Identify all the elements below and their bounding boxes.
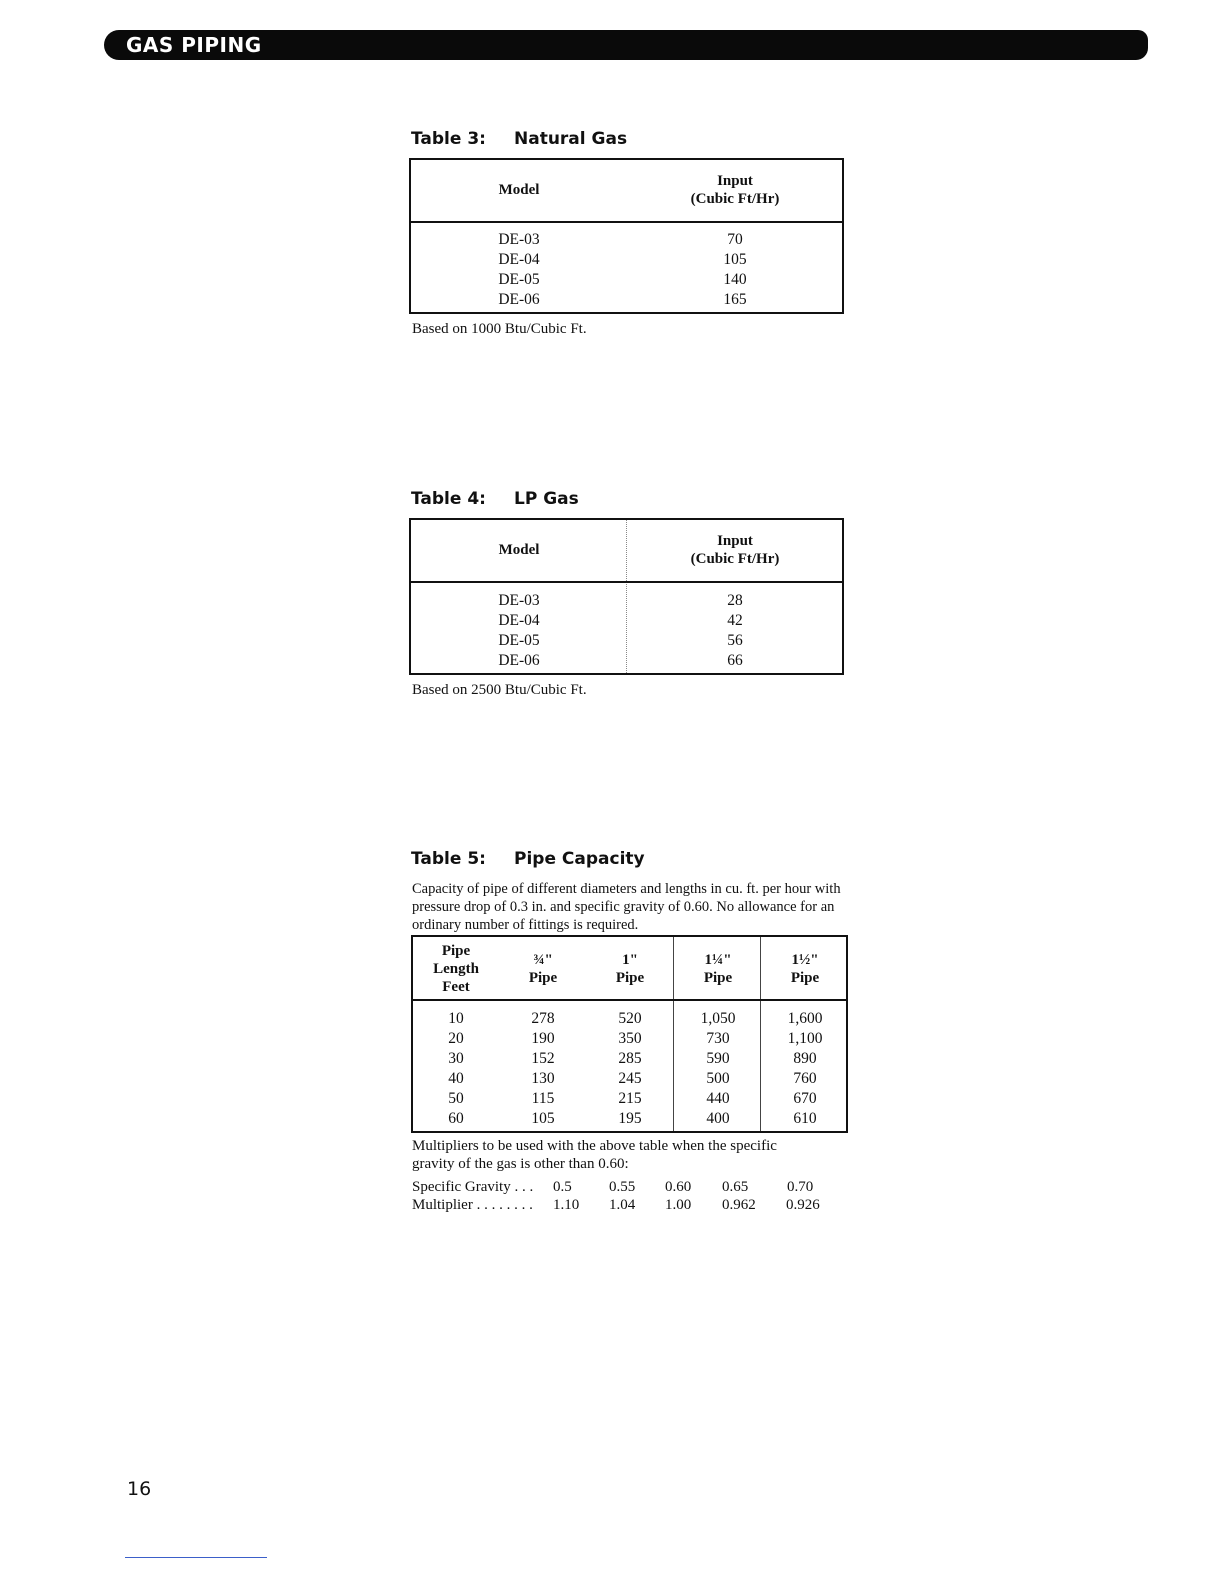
specific-gravity-value: 0.65 <box>722 1179 749 1195</box>
table5-1-1-4-column <box>683 1009 753 1129</box>
table4-header-input <box>655 532 815 568</box>
table-cell: DE-03 <box>498 231 540 248</box>
table-cell: 30 <box>448 1050 464 1067</box>
table3-header-input-line2: (Cubic Ft/Hr) <box>690 191 780 207</box>
table5-header-divider <box>413 999 846 1001</box>
table-cell: 195 <box>618 1110 642 1127</box>
table-cell: DE-06 <box>498 652 540 669</box>
table3-note: Based on 1000 Btu/Cubic Ft. <box>412 321 587 337</box>
table4-note: Based on 2500 Btu/Cubic Ft. <box>412 682 587 698</box>
table-cell: 1,100 <box>787 1030 823 1047</box>
table-cell: 10 <box>448 1010 464 1027</box>
table-cell: 350 <box>618 1030 642 1047</box>
table-cell: 140 <box>723 271 747 288</box>
table-cell: 50 <box>448 1090 464 1107</box>
table5-header-length <box>421 942 491 996</box>
table-cell: 115 <box>531 1090 555 1107</box>
table-cell: 66 <box>727 652 743 669</box>
header-line: 1" <box>622 952 638 968</box>
header-line: Pipe <box>703 970 733 986</box>
table4-input-column <box>685 591 785 671</box>
table4-column-divider <box>626 520 627 673</box>
specific-gravity-value: 0.70 <box>787 1179 814 1195</box>
table-cell: 40 <box>448 1070 464 1087</box>
header-line: 1½" <box>791 952 819 968</box>
table3-header-model: Model <box>498 182 540 198</box>
multiplier-value: 1.10 <box>553 1197 580 1213</box>
table-cell: 42 <box>727 612 743 629</box>
header-line: Length <box>433 961 479 977</box>
table-cell: 670 <box>793 1090 817 1107</box>
specific-gravity-value: 0.60 <box>665 1179 692 1195</box>
table-cell: 28 <box>727 592 743 609</box>
multiplier-value: 1.00 <box>665 1197 692 1213</box>
specific-gravity-value: 0.5 <box>553 1179 572 1195</box>
table5 <box>411 935 848 1133</box>
table-cell: DE-04 <box>498 251 540 268</box>
table4-title: LP Gas <box>514 489 579 509</box>
table-cell: 190 <box>531 1030 555 1047</box>
table4 <box>409 518 844 675</box>
table5-length-column <box>421 1009 491 1129</box>
table-cell: DE-04 <box>498 612 540 629</box>
specific-gravity-label: Specific Gravity . . . <box>412 1179 534 1195</box>
table4-header-divider <box>411 581 842 583</box>
specific-gravity-value: 0.55 <box>609 1179 636 1195</box>
table-cell: 215 <box>618 1090 642 1107</box>
table5-column-divider <box>673 937 674 1131</box>
table-cell: 730 <box>706 1030 730 1047</box>
table-cell: 520 <box>618 1010 642 1027</box>
table-cell: 1,050 <box>700 1010 736 1027</box>
table3-title: Natural Gas <box>514 129 628 149</box>
multiplier-label: Multiplier . . . . . . . . <box>412 1197 533 1213</box>
table-cell: 56 <box>727 632 743 649</box>
table3-header-input-line1: Input <box>717 173 753 189</box>
table-cell: DE-05 <box>498 271 540 288</box>
header-line: Pipe <box>528 970 558 986</box>
section-title: GAS PIPING <box>126 33 262 57</box>
table5-header-1-pipe <box>595 951 665 987</box>
footer-rule <box>125 1557 267 1558</box>
table5-header-1-1-4-pipe <box>683 951 753 987</box>
table5-header-1-1-2-pipe <box>770 951 840 987</box>
table-cell: 440 <box>706 1090 730 1107</box>
header-line: Pipe <box>790 970 820 986</box>
table-cell: 20 <box>448 1030 464 1047</box>
table5-header-3-4-pipe <box>508 951 578 987</box>
table4-label: Table 4: <box>411 489 486 509</box>
table-cell: 105 <box>531 1110 555 1127</box>
table5-1-1-2-column <box>770 1009 840 1129</box>
table3-input-column <box>685 230 785 310</box>
table-cell: 760 <box>793 1070 817 1087</box>
table5-column-divider <box>760 937 761 1131</box>
header-line: Feet <box>442 979 470 995</box>
table3-header-divider <box>411 221 842 223</box>
multiplier-value: 0.926 <box>786 1197 820 1213</box>
table-cell: 500 <box>706 1070 730 1087</box>
table3-header-input <box>655 172 815 208</box>
table5-heading <box>411 849 645 869</box>
table-cell: 105 <box>723 251 747 268</box>
multiplier-value: 0.962 <box>722 1197 756 1213</box>
table5-intro: Capacity of pipe of different diameters and lengths in cu. ft. per hour with pressure drop of 0.3 in. and specific gravity of 0.60. No allowance for an ordinary number of fittings is required. <box>412 881 841 933</box>
header-line: Pipe <box>441 943 471 959</box>
table3 <box>409 158 844 314</box>
header-line: ¾" <box>533 952 553 968</box>
table-cell: 590 <box>706 1050 730 1067</box>
section-banner <box>104 30 1148 60</box>
table-cell: 610 <box>793 1110 817 1127</box>
table-cell: DE-03 <box>498 592 540 609</box>
table-cell: 60 <box>448 1110 464 1127</box>
table-cell: 70 <box>727 231 743 248</box>
table-cell: 165 <box>723 291 747 308</box>
table4-header-input-line1: Input <box>717 533 753 549</box>
multiplier-value: 1.04 <box>609 1197 636 1213</box>
table-cell: DE-05 <box>498 632 540 649</box>
table-cell: 130 <box>531 1070 555 1087</box>
page-number: 16 <box>127 1478 152 1500</box>
table-cell: 152 <box>531 1050 555 1067</box>
table-cell: DE-06 <box>498 291 540 308</box>
multiplier-note: Multipliers to be used with the above table when the specific gravity of the gas is other than 0.60: <box>412 1138 777 1172</box>
table5-label: Table 5: <box>411 849 486 869</box>
table-cell: 1,600 <box>787 1010 823 1027</box>
table5-3-4-column <box>508 1009 578 1129</box>
table-cell: 285 <box>618 1050 642 1067</box>
table-cell: 890 <box>793 1050 817 1067</box>
table4-header-input-line2: (Cubic Ft/Hr) <box>690 551 780 567</box>
table3-label: Table 3: <box>411 129 486 149</box>
table4-heading <box>411 489 579 509</box>
table-cell: 400 <box>706 1110 730 1127</box>
table3-heading <box>411 129 627 149</box>
table-cell: 245 <box>618 1070 642 1087</box>
table3-model-column <box>469 230 569 310</box>
table-cell: 278 <box>531 1010 555 1027</box>
header-line: Pipe <box>615 970 645 986</box>
table4-model-column <box>469 591 569 671</box>
table5-title: Pipe Capacity <box>514 849 645 869</box>
table5-1-column <box>595 1009 665 1129</box>
header-line: 1¼" <box>704 952 732 968</box>
table4-header-model: Model <box>498 542 540 558</box>
